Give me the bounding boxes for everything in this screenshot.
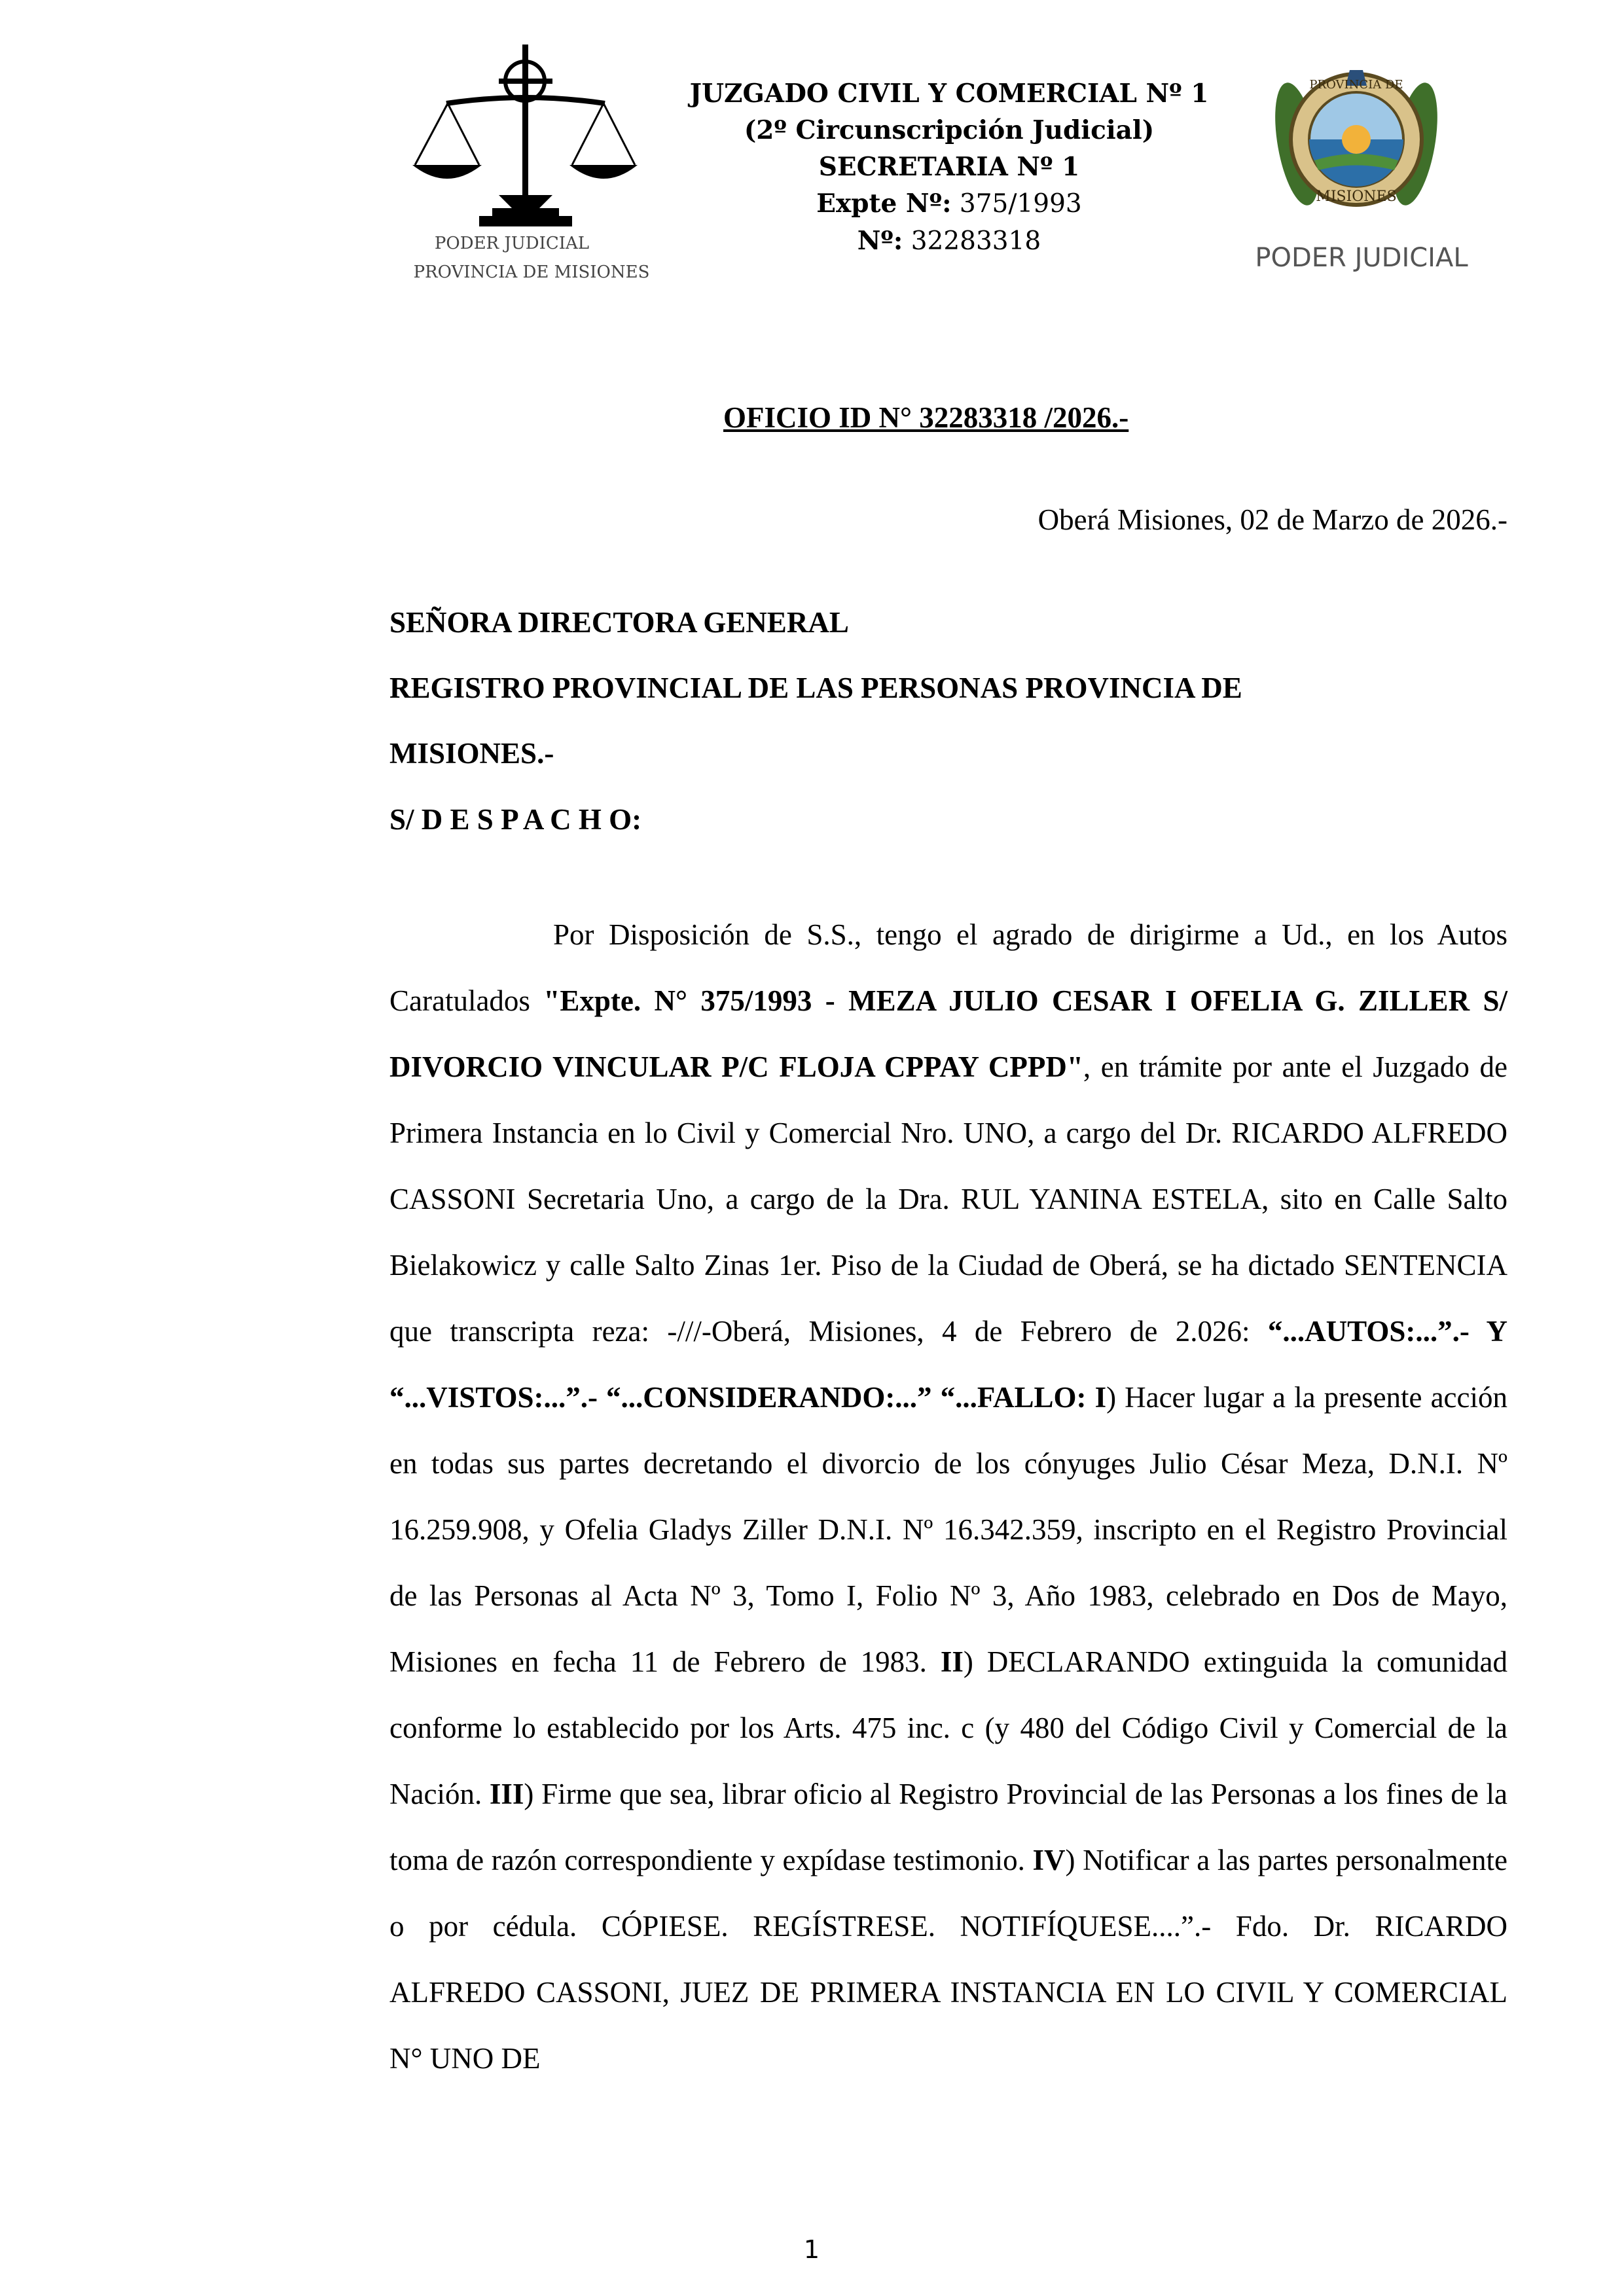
oficio-title: OFICIO ID N° 32283318 /2026.- xyxy=(723,401,1129,434)
header-circumscription: (2º Circunscripción Judicial) xyxy=(744,115,1155,145)
sentence-sections: “...AUTOS:...”.- Y “...VISTOS:...”.- “...CONSIDERANDO:...” “...FALLO: I xyxy=(389,1315,1508,1414)
header-expte-value: 375/1993 xyxy=(959,189,1082,219)
ruling-point-2: ) DECLARANDO extinguida la comunidad conforme lo establecido por los Arts. 475 inc. c (y 480 del Código Civil y Comercial de la Nación. xyxy=(389,1645,1507,1810)
body-intro: Por Disposición de S.S., tengo el agrado de dirigirme a Ud., en los Autos Caratulados xyxy=(389,918,1507,1017)
scales-of-justice-icon xyxy=(401,41,662,289)
header-court-name: JUZGADO CIVIL Y COMERCIAL Nº 1 xyxy=(689,79,1209,109)
logo-left-line2: PROVINCIA DE MISIONES xyxy=(413,262,650,282)
ruling-label-2: II xyxy=(940,1645,964,1678)
logo-right-caption: PODER JUDICIAL xyxy=(1255,243,1468,273)
header-number xyxy=(655,223,1244,260)
logo-right-arc-bottom: MISIONES xyxy=(1316,188,1397,205)
addressee-title: SEÑORA DIRECTORA GENERAL xyxy=(389,606,849,639)
header-expte xyxy=(655,185,1244,223)
ruling-label-3: III xyxy=(489,1778,524,1810)
addressee-registry: REGISTRO PROVINCIAL DE LAS PERSONAS PROVINCIA DE xyxy=(389,672,1242,704)
header-number-label: Nº: xyxy=(857,226,903,256)
emblem-icon xyxy=(1237,62,1492,285)
court-header xyxy=(655,75,1244,260)
provincial-emblem-logo xyxy=(1237,62,1492,285)
ruling-point-3: ) Firme que sea, librar oficio al Registro Provincial de las Personas a los fines de la toma de razón correspondiente y expídase testimonio. xyxy=(389,1778,1507,1876)
body-paragraph xyxy=(389,902,1507,2092)
header-secretaria: SECRETARIA Nº 1 xyxy=(818,152,1080,182)
judiciary-scales-logo xyxy=(401,41,662,289)
body-court-details: , en trámite por ante el Juzgado de Primera Instancia en lo Civil y Comercial Nro. UNO, a cargo del Dr. RICARDO ALFREDO CASSONI Secretaria Uno, a cargo de la Dra. RUL YANINA ESTELA, sito en Calle Salto Bielakowicz y calle Salto Zinas 1er. Piso de la Ciudad de Oberá, se ha dictado SENTENCIA que transcripta reza: -///-Oberá, Misiones, 4 de Febrero de 2.026: xyxy=(389,1050,1507,1348)
ruling-label-4: IV xyxy=(1032,1844,1066,1876)
page-number: 1 xyxy=(803,2235,820,2264)
header-number-value: 32283318 xyxy=(911,226,1041,256)
ruling-point-4: ) Notificar a las partes personalmente o por cédula. CÓPIESE. REGÍSTRESE. NOTIFÍQUESE....”.- Fdo. Dr. RICARDO ALFREDO CASSONI, JUEZ DE PRIMERA INSTANCIA EN LO CIVIL Y COMERCIAL N° UNO DE xyxy=(389,1844,1507,2075)
logo-right-arc-top: PROVINCIA DE xyxy=(1309,78,1403,92)
logo-left-line1: PODER JUDICIAL xyxy=(434,234,590,253)
oficio-body xyxy=(389,902,1507,2092)
header-expte-label: Expte Nº: xyxy=(816,188,952,219)
addressee-province: MISIONES.- xyxy=(389,737,554,770)
ruling-point-1: ) Hacer lugar a la presente acción en todas sus partes decretando el divorcio de los cónyuges Julio César Meza, D.N.I. Nº 16.259.908, y Ofelia Gladys Ziller D.N.I. Nº 16.342.359, inscripto en el Registro Provincial de las Personas al Acta Nº 3, Tomo I, Folio Nº 3, Año 1983, celebrado en Dos de Mayo, Misiones en fecha 11 de Febrero de 1983. xyxy=(389,1381,1507,1678)
document-date: Oberá Misiones, 02 de Marzo de 2026.- xyxy=(1038,503,1507,536)
case-caption: "Expte. N° 375/1993 - MEZA JULIO CESAR I OFELIA G. ZILLER S/ DIVORCIO VINCULAR P/C FLOJA CPPAY CPPD" xyxy=(389,984,1507,1083)
despacho-line: S/ D E S P A C H O: xyxy=(389,803,642,836)
